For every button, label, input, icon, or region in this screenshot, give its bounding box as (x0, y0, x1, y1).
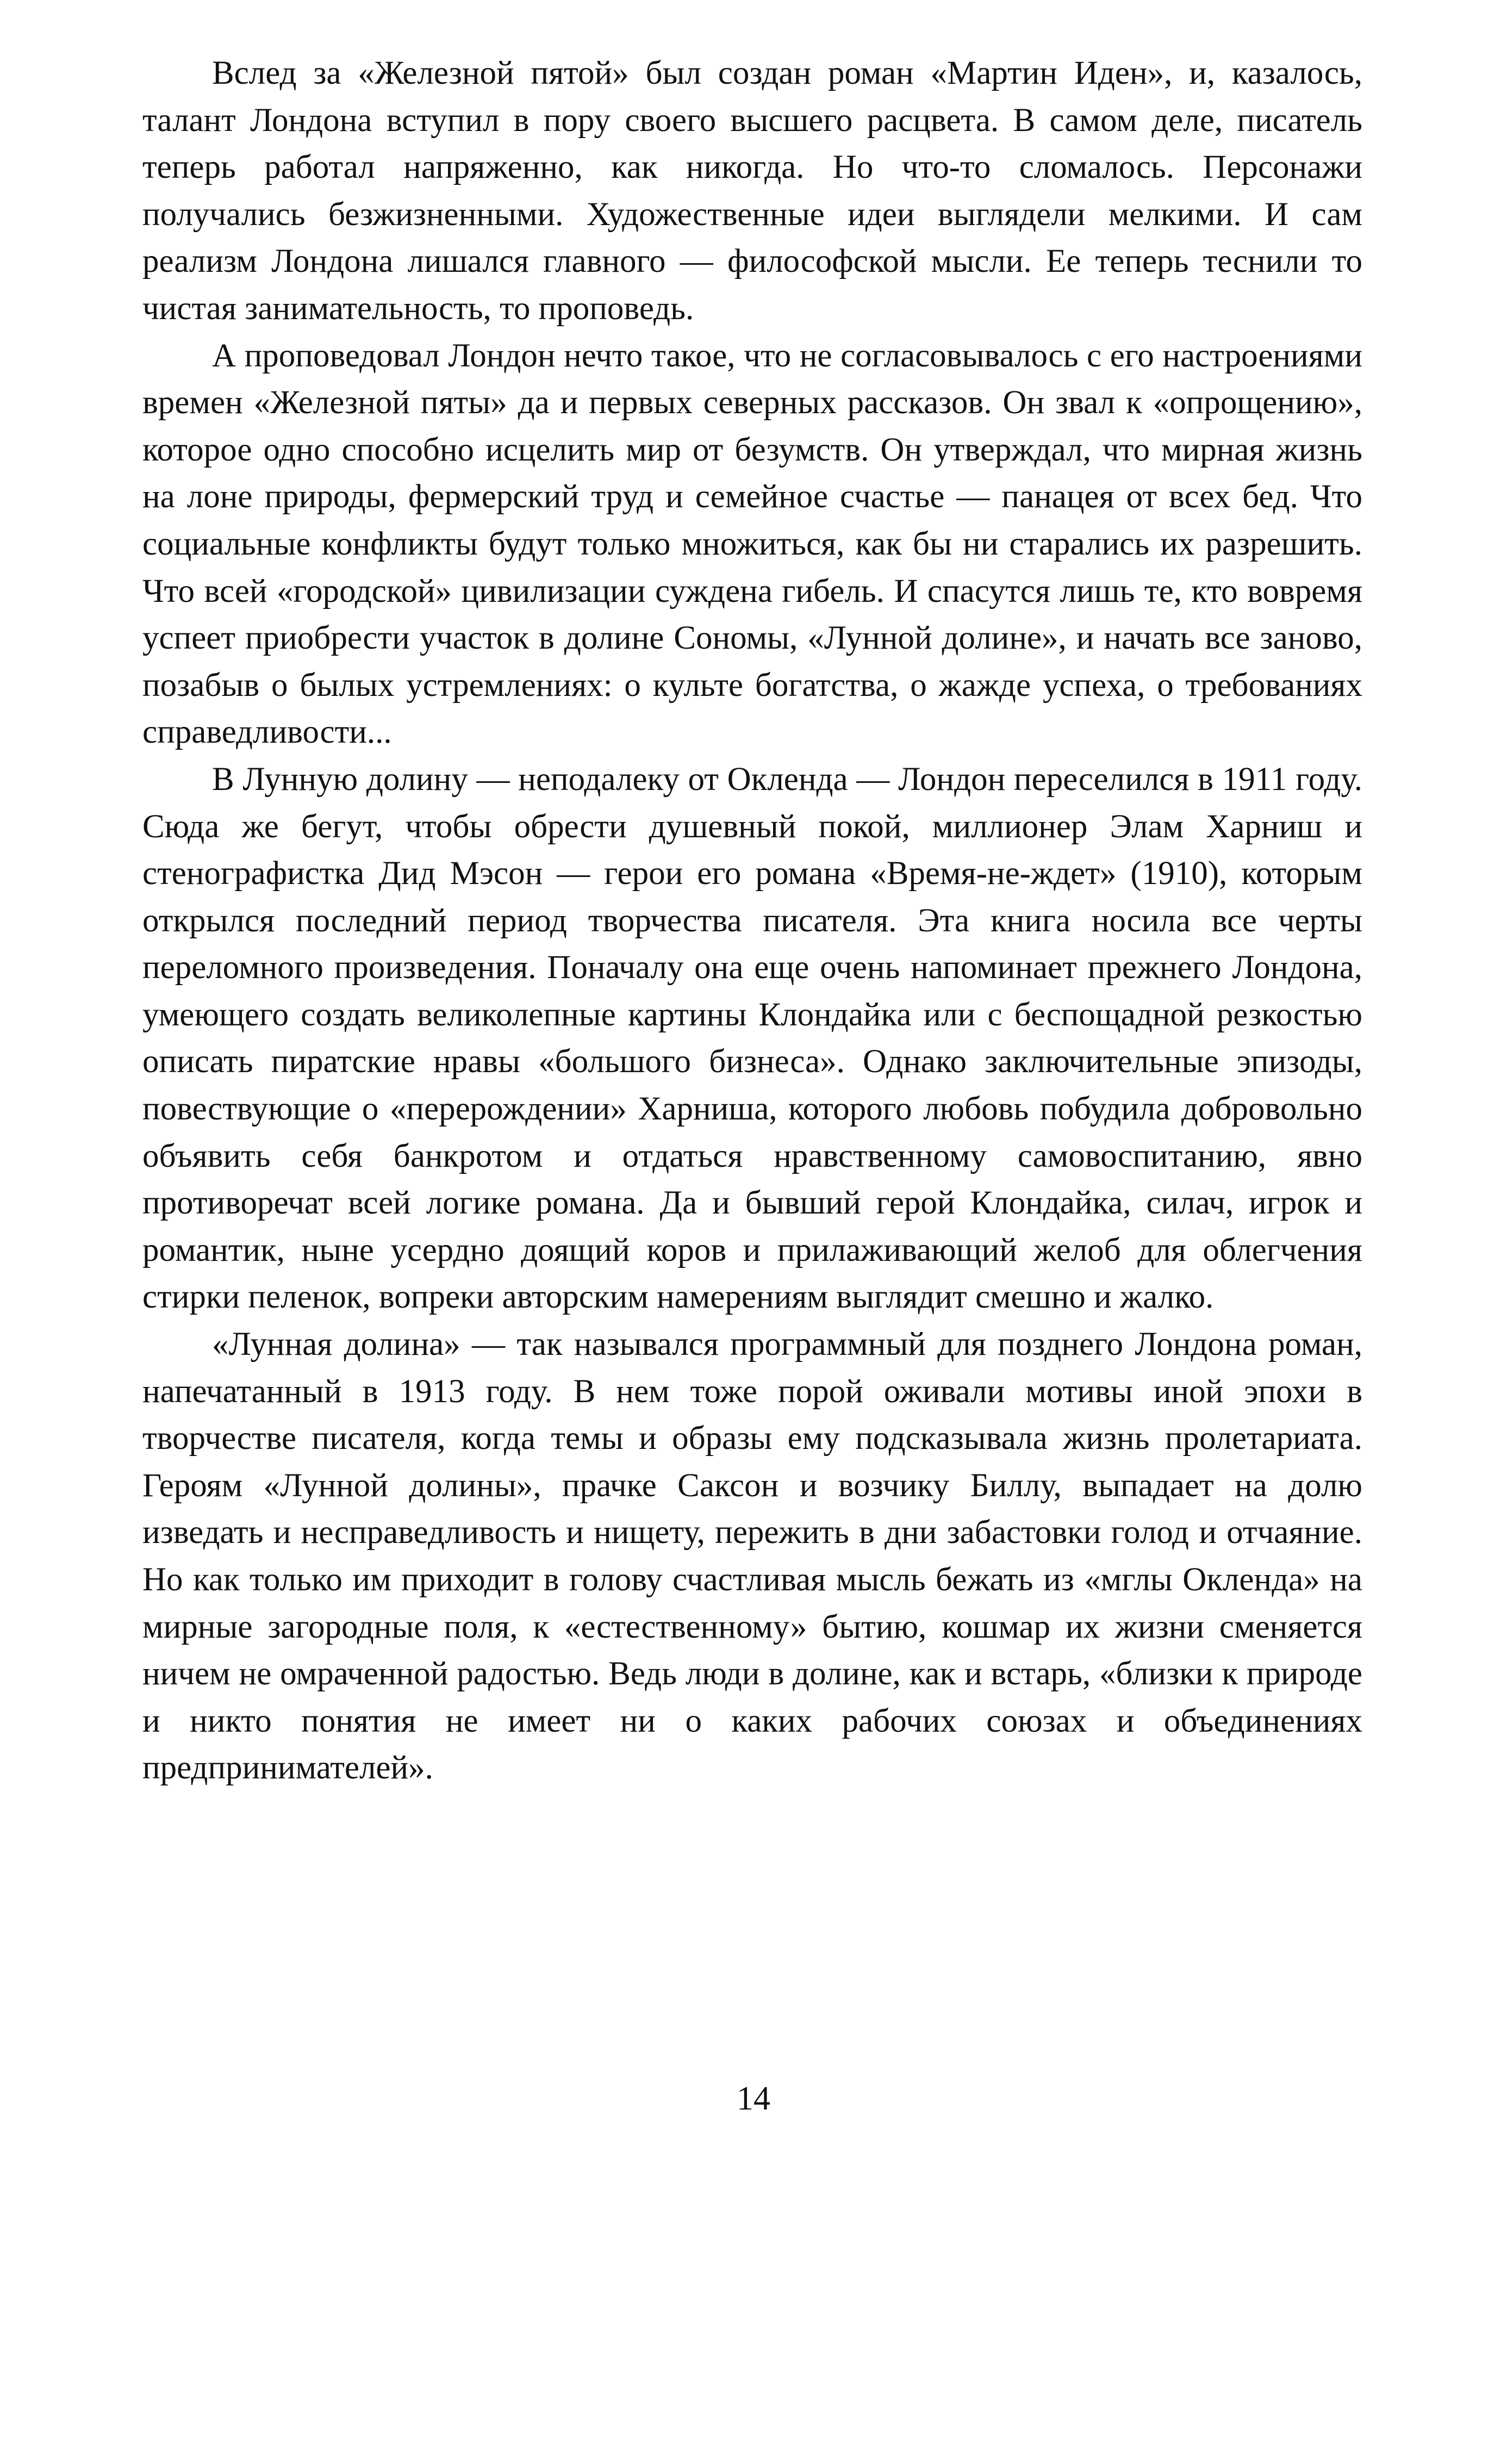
paragraph: Вслед за «Железной пятой» был создан роман «Мартин Иден», и, казалось, талант Лондона вступил в пору своего высшего расцвета. В самом деле, писатель теперь работал напряженно, как никогда. Но что-то сломалось. Персонажи получались безжизненными. Художественные идеи выглядели мелкими. И сам реализм Лондона лишался главного — философской мысли. Ее теперь теснили то чистая занимательность, то проповедь. (142, 55, 1362, 327)
paragraph: «Лунная долина» — так назывался программный для позднего Лондона роман, напечатанный в 1913 году. В нем тоже порой оживали мотивы иной эпохи в творчестве писателя, когда темы и образы ему подсказывала жизнь пролетариата. Героям «Лунной долины», прачке Саксон и возчику Биллу, выпадает на долю изведать и несправедливость и нищету, пережить в дни забастовки голод и отчаяние. Но как только им приходит в голову счастливая мысль бежать из «мглы Окленда» на мирные загородные поля, к «естественному» бытию, кошмар их жизни сменяется ничем не омраченной радостью. Ведь люди в долине, как и встарь, «близки к природе и никто понятия не имеет ни о каких рабочих союзах и объединениях предпринимателей». (142, 1326, 1362, 1787)
paragraph: А проповедовал Лондон нечто такое, что не согласовывалось с его настроениями времен «Железной пяты» да и первых северных рассказов. Он звал к «опрощению», которое одно способно исцелить мир от безумств. Он утверждал, что мирная жизнь на лоне природы, фермерский труд и семейное счастье — панацея от всех бед. Что социальные конфликты будут только множиться, как бы ни старались их разрешить. Что всей «городской» цивилизации суждена гибель. И спасутся лишь те, кто вовремя успеет приобрести участок в долине Сономы, «Лунной долине», и начать все заново, позабыв о былых устремлениях: о культе богатства, о жажде успеха, о требованиях справедливости... (142, 337, 1362, 751)
paragraph: В Лунную долину — неподалеку от Окленда — Лондон переселился в 1911 году. Сюда же бегут, чтобы обрести душевный покой, миллионер Элам Харниш и стенографистка Дид Мэсон — герои его романа «Время-не-ждет» (1910), которым открылся последний период творчества писателя. Эта книга носила все черты переломного произведения. Поначалу она еще очень напоминает прежнего Лондона, умеющего создать великолепные картины Клондайка или с беспощадной резкостью описать пиратские нравы «большого бизнеса». Однако заключительные эпизоды, повествующие о «перерождении» Харниша, которого любовь побудила добровольно объявить себя банкротом и отдаться нравственному самовоспитанию, явно противоречат всей логике романа. Да и бывший герой Клондайка, силач, игрок и романтик, ныне усердно доящий коров и прилаживающий желоб для облегчения стирки пеленок, вопреки авторским намерениям выглядит смешно и жалко. (142, 761, 1362, 1316)
body-text (142, 50, 1362, 1792)
page-number: 14 (737, 2080, 770, 2117)
